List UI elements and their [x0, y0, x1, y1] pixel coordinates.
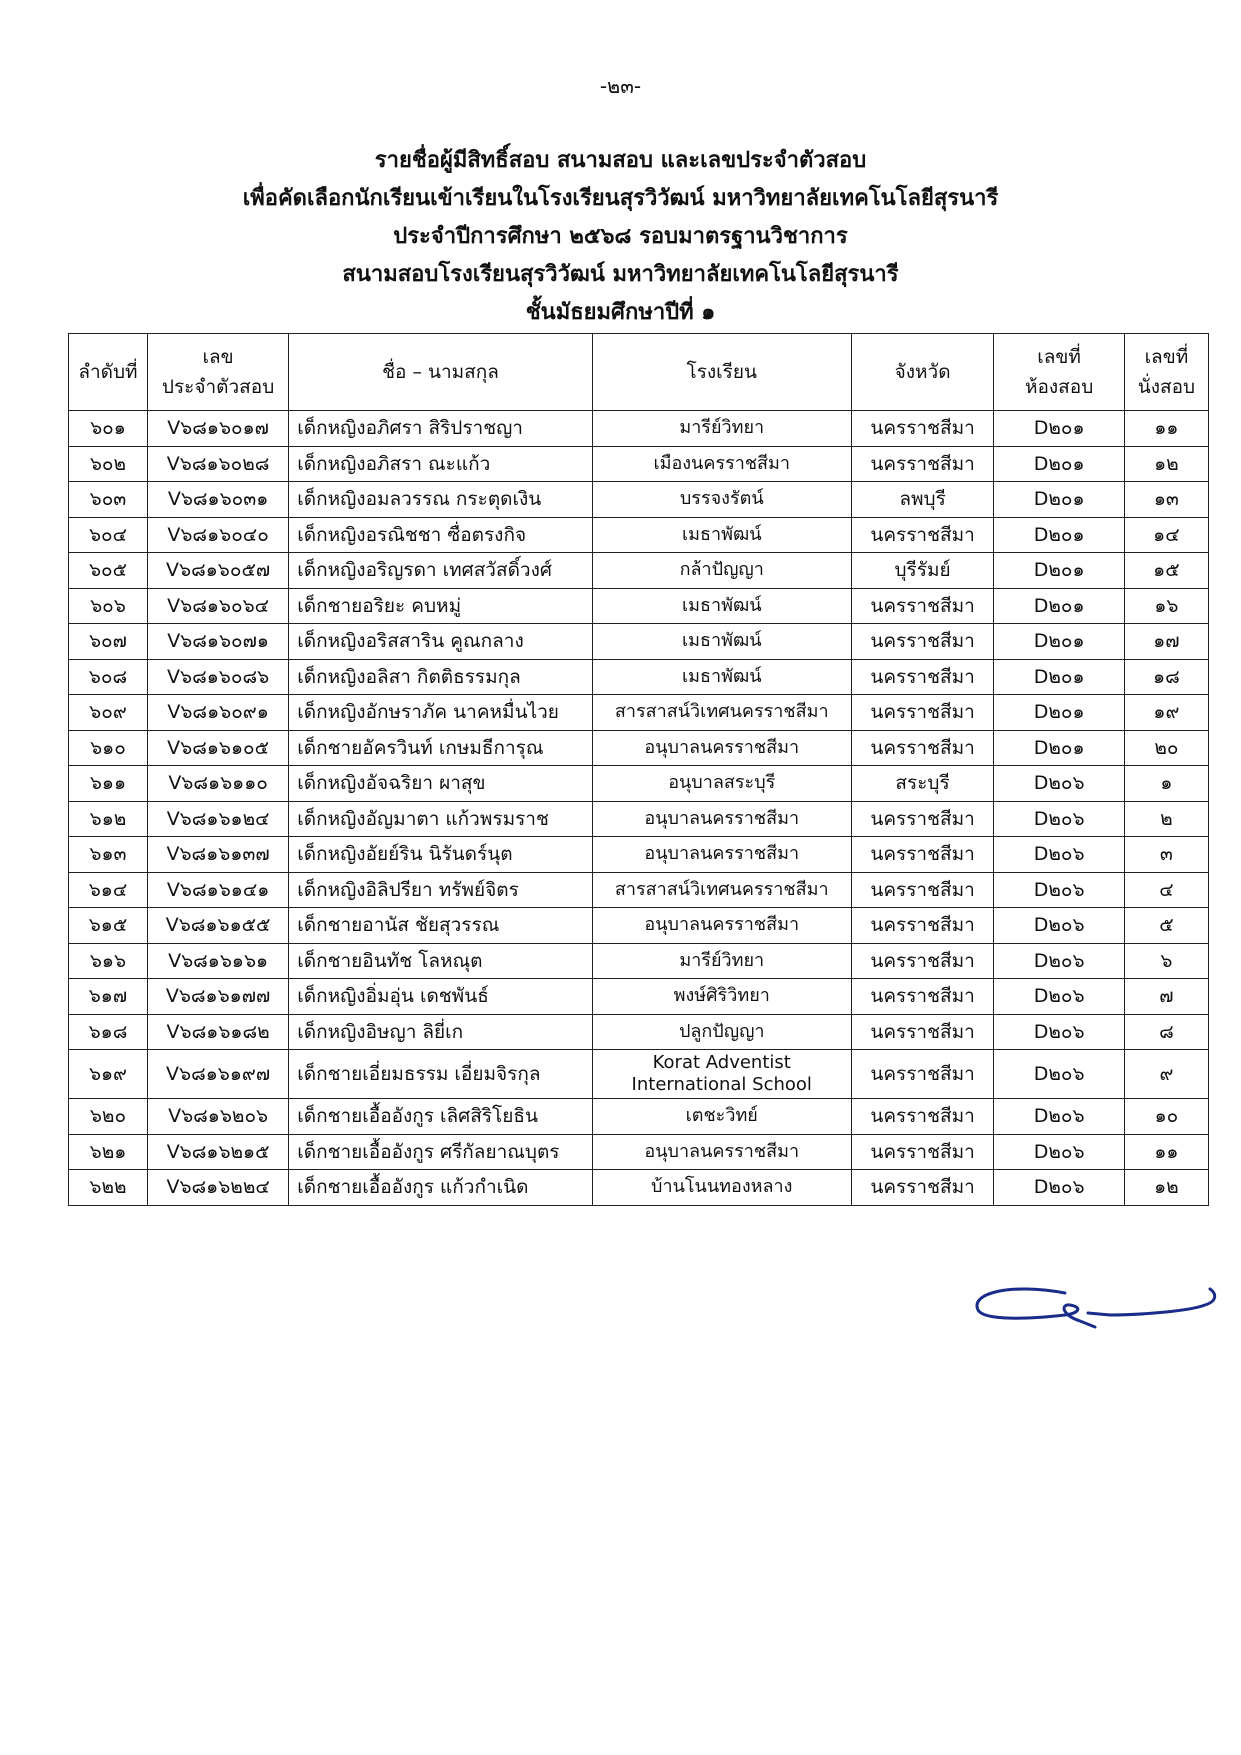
row-room: D๒๐๑ [994, 411, 1124, 447]
row-seq: ๖๐๑ [69, 411, 148, 447]
row-seq: ๖๑๗ [69, 979, 148, 1015]
row-exam-id: V๖๘๑๖๐๖๔ [147, 588, 288, 624]
table-row [69, 872, 1209, 908]
row-seat: ๕ [1124, 908, 1208, 944]
row-name: เด็กชายอัครวินท์ เกษมธีการุณ [289, 730, 593, 766]
row-school: อนุบาลนครราชสีมา [592, 1134, 851, 1170]
row-room: D๒๐๑ [994, 517, 1124, 553]
row-school: อนุบาลนครราชสีมา [592, 837, 851, 873]
row-seat: ๙ [1124, 1050, 1208, 1099]
row-room: D๒๐๖ [994, 872, 1124, 908]
table-row [69, 1134, 1209, 1170]
row-exam-id: V๖๘๑๖๑๔๑ [147, 872, 288, 908]
row-seq: ๖๑๔ [69, 872, 148, 908]
candidate-table [68, 333, 1209, 1206]
table-row [69, 482, 1209, 518]
row-school: อนุบาลนครราชสีมา [592, 730, 851, 766]
row-seat: ๑๑ [1124, 411, 1208, 447]
row-name: เด็กหญิงอัจฉริยา ผาสุข [289, 766, 593, 802]
row-school: สารสาสน์วิเทศนครราชสีมา [592, 872, 851, 908]
table-row [69, 695, 1209, 731]
row-exam-id: V๖๘๑๖๐๑๗ [147, 411, 288, 447]
row-seq: ๖๒๒ [69, 1170, 148, 1206]
table-row [69, 517, 1209, 553]
row-school: กล้าปัญญา [592, 553, 851, 589]
heading-line-3: ประจำปีการศึกษา ๒๕๖๘ รอบมาตรฐานวิชาการ [393, 224, 848, 249]
row-room: D๒๐๖ [994, 943, 1124, 979]
row-room: D๒๐๖ [994, 1050, 1124, 1099]
row-province: ลพบุรี [851, 482, 994, 518]
row-exam-id: V๖๘๑๖๐๒๘ [147, 446, 288, 482]
row-seq: ๖๐๖ [69, 588, 148, 624]
row-room: D๒๐๑ [994, 446, 1124, 482]
row-name: เด็กหญิงอรณิชชา ซื่อตรงกิจ [289, 517, 593, 553]
row-seat: ๑๐ [1124, 1099, 1208, 1135]
row-exam-id: V๖๘๑๖๒๒๔ [147, 1170, 288, 1206]
row-room: D๒๐๑ [994, 553, 1124, 589]
row-seq: ๖๑๘ [69, 1014, 148, 1050]
row-room: D๒๐๖ [994, 837, 1124, 873]
row-seq: ๖๒๑ [69, 1134, 148, 1170]
row-school: บรรจงรัตน์ [592, 482, 851, 518]
row-seat: ๒๐ [1124, 730, 1208, 766]
row-school: พงษ์ศิริวิทยา [592, 979, 851, 1015]
row-room: D๒๐๖ [994, 801, 1124, 837]
row-school: ปลูกปัญญา [592, 1014, 851, 1050]
row-name: เด็กหญิงอภิสรา ณะแก้ว [289, 446, 593, 482]
row-exam-id: V๖๘๑๖๑๐๕ [147, 730, 288, 766]
header-seat: เลขที่ นั่งสอบ [1124, 334, 1208, 411]
row-seat: ๘ [1124, 1014, 1208, 1050]
heading-line-5: ชั้นมัธยมศึกษาปีที่ ๑ [525, 300, 716, 325]
row-name: เด็กชายเอื้ออังกูร แก้วกำเนิด [289, 1170, 593, 1206]
row-room: D๒๐๑ [994, 482, 1124, 518]
row-room: D๒๐๖ [994, 979, 1124, 1015]
table-row [69, 588, 1209, 624]
row-school: เมืองนครราชสีมา [592, 446, 851, 482]
table-header-row [69, 334, 1209, 411]
table-row [69, 446, 1209, 482]
row-seq: ๖๑๐ [69, 730, 148, 766]
table-row [69, 1050, 1209, 1099]
row-seq: ๖๐๔ [69, 517, 148, 553]
row-school: สารสาสน์วิเทศนครราชสีมา [592, 695, 851, 731]
heading-line-2: เพื่อคัดเลือกนักเรียนเข้าเรียนในโรงเรียนสุรวิวัฒน์ มหาวิทยาลัยเทคโนโลยีสุรนารี [242, 186, 999, 211]
row-seq: ๖๑๓ [69, 837, 148, 873]
row-province: นครราชสีมา [851, 411, 994, 447]
row-seq: ๖๐๕ [69, 553, 148, 589]
row-school: มารีย์วิทยา [592, 411, 851, 447]
row-seat: ๓ [1124, 837, 1208, 873]
table-row [69, 943, 1209, 979]
row-province: นครราชสีมา [851, 517, 994, 553]
table-row [69, 979, 1209, 1015]
row-seat: ๑๑ [1124, 1134, 1208, 1170]
row-seq: ๖๑๙ [69, 1050, 148, 1099]
row-school: บ้านโนนทองหลาง [592, 1170, 851, 1206]
row-seat: ๑๔ [1124, 517, 1208, 553]
row-province: นครราชสีมา [851, 801, 994, 837]
row-province: นครราชสีมา [851, 837, 994, 873]
row-name: เด็กชายอานัส ชัยสุวรรณ [289, 908, 593, 944]
row-exam-id: V๖๘๑๖๐๔๐ [147, 517, 288, 553]
row-seq: ๖๑๒ [69, 801, 148, 837]
row-exam-id: V๖๘๑๖๑๓๗ [147, 837, 288, 873]
row-name: เด็กหญิงอิลิปรียา ทรัพย์จิตร [289, 872, 593, 908]
row-name: เด็กหญิงอริญรดา เทศสวัสดิ์วงศ์ [289, 553, 593, 589]
table-row [69, 411, 1209, 447]
table-row [69, 766, 1209, 802]
row-seat: ๗ [1124, 979, 1208, 1015]
row-seq: ๖๐๗ [69, 624, 148, 660]
row-exam-id: V๖๘๑๖๐๗๑ [147, 624, 288, 660]
row-province: นครราชสีมา [851, 1099, 994, 1135]
row-name: เด็กชายอริยะ คบหมู่ [289, 588, 593, 624]
row-seq: ๖๑๑ [69, 766, 148, 802]
heading-line-1: รายชื่อผู้มีสิทธิ์สอบ สนามสอบ และเลขประจำตัวสอบ [374, 148, 867, 173]
row-room: D๒๐๑ [994, 730, 1124, 766]
row-name: เด็กชายเอื้ออังกูร เลิศสิริโยธิน [289, 1099, 593, 1135]
row-seq: ๖๐๓ [69, 482, 148, 518]
row-province: นครราชสีมา [851, 872, 994, 908]
row-exam-id: V๖๘๑๖๑๖๑ [147, 943, 288, 979]
table-row [69, 837, 1209, 873]
table-row [69, 624, 1209, 660]
row-exam-id: V๖๘๑๖๒๑๕ [147, 1134, 288, 1170]
row-province: นครราชสีมา [851, 446, 994, 482]
row-seq: ๖๐๙ [69, 695, 148, 731]
header-province: จังหวัด [851, 334, 994, 411]
row-province: นครราชสีมา [851, 1170, 994, 1206]
row-room: D๒๐๑ [994, 588, 1124, 624]
heading-line-4: สนามสอบโรงเรียนสุรวิวัฒน์ มหาวิทยาลัยเทคโนโลยีสุรนารี [342, 262, 899, 287]
row-exam-id: V๖๘๑๖๑๒๔ [147, 801, 288, 837]
row-exam-id: V๖๘๑๖๑๗๗ [147, 979, 288, 1015]
signature [970, 1275, 1220, 1345]
row-name: เด็กหญิงอภิศรา สิริปราชญา [289, 411, 593, 447]
row-seq: ๖๑๖ [69, 943, 148, 979]
row-name: เด็กชายเอี่ยมธรรม เอี่ยมจิรกุล [289, 1050, 593, 1099]
row-room: D๒๐๖ [994, 1134, 1124, 1170]
row-province: นครราชสีมา [851, 659, 994, 695]
row-room: D๒๐๑ [994, 695, 1124, 731]
row-exam-id: V๖๘๑๖๑๕๕ [147, 908, 288, 944]
row-school: อนุบาลนครราชสีมา [592, 908, 851, 944]
row-province: นครราชสีมา [851, 695, 994, 731]
row-seat: ๑๗ [1124, 624, 1208, 660]
row-seat: ๑๖ [1124, 588, 1208, 624]
row-province: นครราชสีมา [851, 908, 994, 944]
row-room: D๒๐๑ [994, 659, 1124, 695]
row-name: เด็กหญิงอมลวรรณ กระตุดเงิน [289, 482, 593, 518]
row-seq: ๖๐๒ [69, 446, 148, 482]
row-province: นครราชสีมา [851, 943, 994, 979]
row-exam-id: V๖๘๑๖๑๑๐ [147, 766, 288, 802]
table-body [69, 411, 1209, 1206]
row-room: D๒๐๖ [994, 1170, 1124, 1206]
row-school: อนุบาลสระบุรี [592, 766, 851, 802]
row-seat: ๖ [1124, 943, 1208, 979]
row-province: นครราชสีมา [851, 1014, 994, 1050]
row-province: สระบุรี [851, 766, 994, 802]
header-room: เลขที่ ห้องสอบ [994, 334, 1124, 411]
row-exam-id: V๖๘๑๖๒๐๖ [147, 1099, 288, 1135]
row-seat: ๑๒ [1124, 1170, 1208, 1206]
row-province: นครราชสีมา [851, 730, 994, 766]
row-exam-id: V๖๘๑๖๑๘๒ [147, 1014, 288, 1050]
row-exam-id: V๖๘๑๖๐๙๑ [147, 695, 288, 731]
table-row [69, 1014, 1209, 1050]
page-number: -๒๓- [599, 74, 642, 98]
row-seat: ๒ [1124, 801, 1208, 837]
header-exam-id: เลข ประจำตัวสอบ [147, 334, 288, 411]
row-room: D๒๐๖ [994, 766, 1124, 802]
row-name: เด็กหญิงอริสสาริน คูณกลาง [289, 624, 593, 660]
row-province: บุรีรัมย์ [851, 553, 994, 589]
row-exam-id: V๖๘๑๖๐๓๑ [147, 482, 288, 518]
row-seat: ๑๓ [1124, 482, 1208, 518]
row-school: เมธาพัฒน์ [592, 624, 851, 660]
row-name: เด็กชายเอื้ออังกูร ศรีกัลยาณบุตร [289, 1134, 593, 1170]
header-seq: ลำดับที่ [69, 334, 148, 411]
row-seat: ๑๕ [1124, 553, 1208, 589]
row-school: เตชะวิทย์ [592, 1099, 851, 1135]
row-seq: ๖๑๕ [69, 908, 148, 944]
row-seat: ๑๒ [1124, 446, 1208, 482]
row-name: เด็กหญิงอลิสา กิตติธรรมกุล [289, 659, 593, 695]
row-name: เด็กหญิงอักษราภัค นาคหมื่นไวย [289, 695, 593, 731]
row-seq: ๖๐๘ [69, 659, 148, 695]
row-school: อนุบาลนครราชสีมา [592, 801, 851, 837]
table-row [69, 908, 1209, 944]
table-row [69, 1099, 1209, 1135]
row-province: นครราชสีมา [851, 588, 994, 624]
row-school: เมธาพัฒน์ [592, 588, 851, 624]
row-province: นครราชสีมา [851, 1050, 994, 1099]
row-province: นครราชสีมา [851, 1134, 994, 1170]
row-exam-id: V๖๘๑๖๑๙๗ [147, 1050, 288, 1099]
document-heading [0, 142, 1241, 332]
row-school: เมธาพัฒน์ [592, 659, 851, 695]
row-room: D๒๐๑ [994, 624, 1124, 660]
row-seat: ๑๙ [1124, 695, 1208, 731]
row-province: นครราชสีมา [851, 624, 994, 660]
table-row [69, 553, 1209, 589]
row-name: เด็กหญิงอิ่มอุ่น เดชพันธ์ [289, 979, 593, 1015]
row-exam-id: V๖๘๑๖๐๕๗ [147, 553, 288, 589]
table-row [69, 801, 1209, 837]
row-room: D๒๐๖ [994, 1099, 1124, 1135]
header-school: โรงเรียน [592, 334, 851, 411]
row-seq: ๖๒๐ [69, 1099, 148, 1135]
row-room: D๒๐๖ [994, 908, 1124, 944]
row-name: เด็กหญิงอัญมาตา แก้วพรมราช [289, 801, 593, 837]
row-school: เมธาพัฒน์ [592, 517, 851, 553]
row-seat: ๑๘ [1124, 659, 1208, 695]
row-province: นครราชสีมา [851, 979, 994, 1015]
row-school: Korat Adventist International School [592, 1050, 851, 1099]
row-exam-id: V๖๘๑๖๐๘๖ [147, 659, 288, 695]
row-name: เด็กหญิงอิษญา ลิยี่เก [289, 1014, 593, 1050]
row-seat: ๑ [1124, 766, 1208, 802]
table-row [69, 659, 1209, 695]
table-row [69, 1170, 1209, 1206]
row-name: เด็กหญิงอัยย์ริน นิรันดร์นุต [289, 837, 593, 873]
row-name: เด็กชายอินทัช โลหณุต [289, 943, 593, 979]
table-row [69, 730, 1209, 766]
header-name: ชื่อ – นามสกุล [289, 334, 593, 411]
row-seat: ๔ [1124, 872, 1208, 908]
row-room: D๒๐๖ [994, 1014, 1124, 1050]
row-school: มารีย์วิทยา [592, 943, 851, 979]
